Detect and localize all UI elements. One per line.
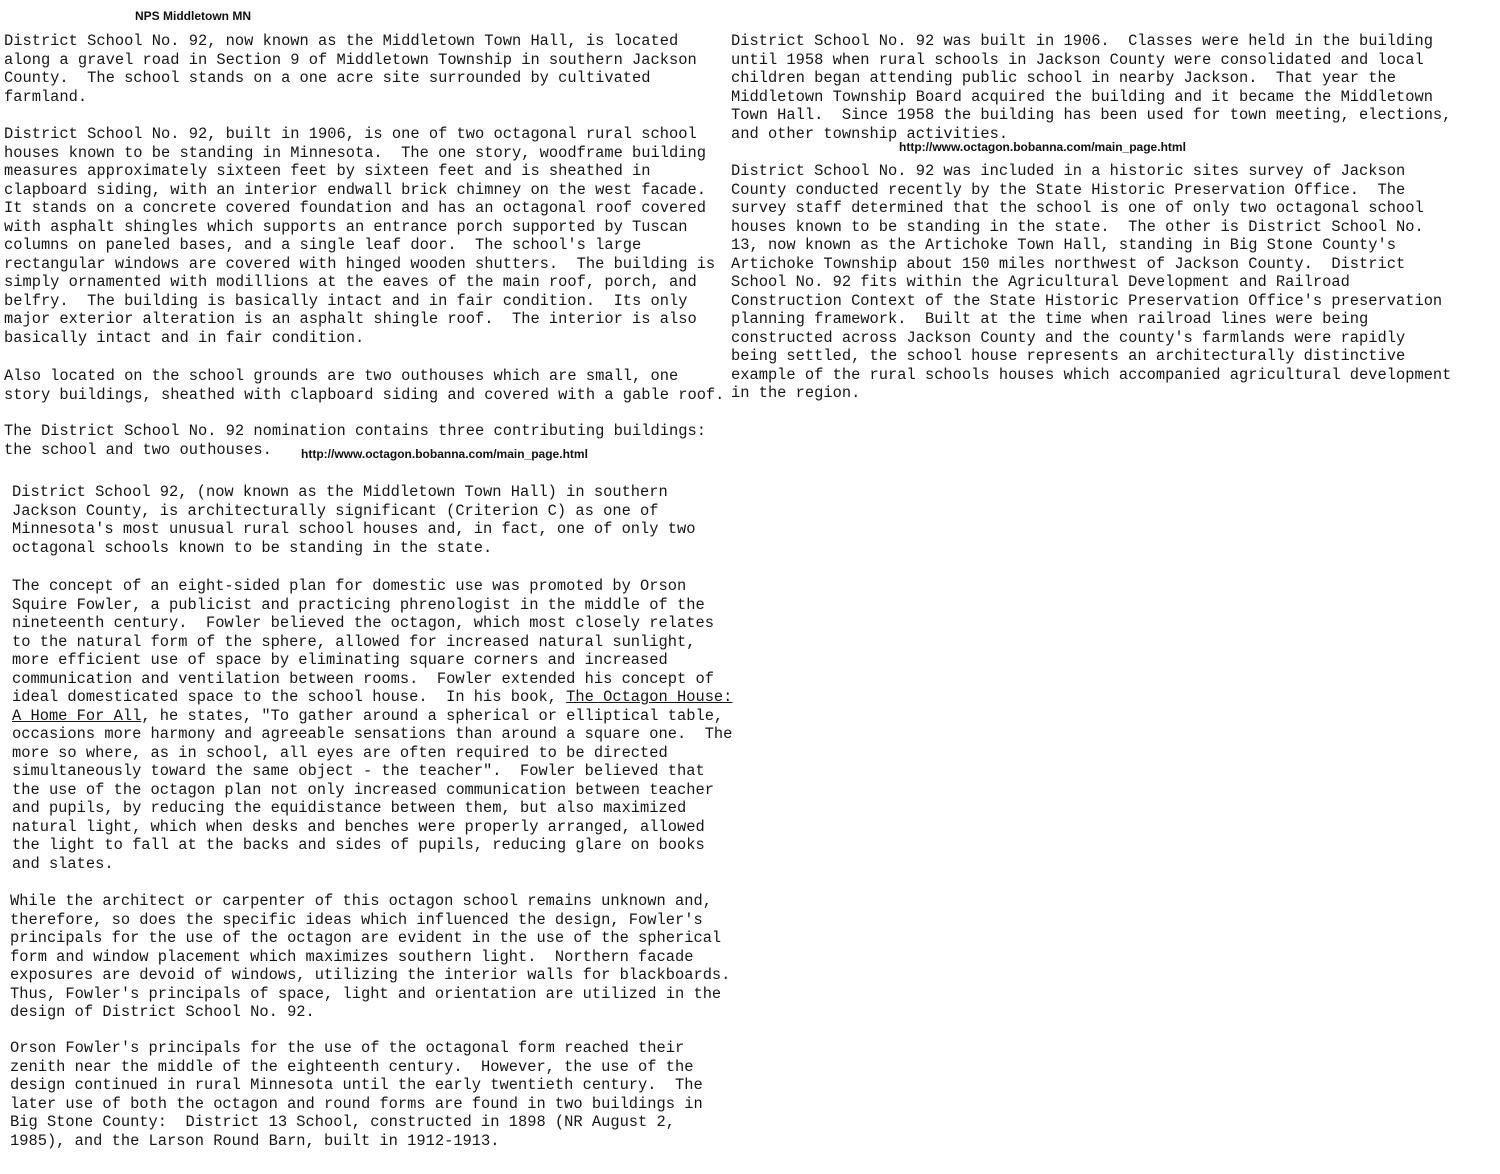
fowler-text-part-1: The concept of an eight-sided plan for domestic use was promoted by Orson Squire Fowler, a publicist and practicing phrenologist in the middle of the nineteenth century. Fowler believed the octagon, which most closely relates to the natural form of the sphere, allowed for increased natural sunlight, more efficient use of space by eliminating square corners and increased communication and ventilation between rooms. Fowler extended his concept of ideal domesticated space to the school house. In his book,	[12, 577, 714, 706]
history-paragraph-survey: District School No. 92 was included in a historic sites survey of Jackson County conducted recently by the State Historic Preservation Office. The survey staff determined that the school is one of only two octagonal school houses known to be standing in the state. The other is District School No. 13, now known as the Artichoke Town Hall, standing in Big Stone County's Artichoke Township about 150 miles northwest of Jackson County. District School No. 92 fits within the Agricultural Development and Railroad Construction Context of the State Historic Preservation Office's preservation planning framework. Built at the time when railroad lines were being constructed across Jackson County and the county's farmlands were rapidly being settled, the school house represents an architecturally distinctive example of the rural schools houses which accompanied agricultural development in the region.	[731, 162, 1452, 402]
fowler-text-part-2: , he states, "To gather around a spherical or elliptical table, occasions more harmony and agreeable sensations than around a square one. The more so where, as in school, all eyes are often required to be directed simultaneously toward the same object - the teacher". Fowler believed that the use of the octagon plan not only increased communication between teacher and pupils, by reducing the equidistance between them, but also maximized natural light, which when desks and benches were properly arranged, allowed the light to fall at the backs and sides of pupils, reducing glare on books and slates.	[12, 706, 733, 873]
significance-paragraph-later-use: Orson Fowler's principals for the use of the octagonal form reached their zenith near the middle of the eighteenth century. However, the use of the design continued in rural Minnesota until the early twentieth century. The later use of both the octagon and round forms are found in two buildings in Big Stone County: District 13 School, constructed in 1898 (NR August 2, 1985), and the Larson Round Barn, built in 1912-1913.	[10, 1039, 703, 1150]
document-header-title: NPS Middletown MN	[135, 9, 251, 23]
history-paragraph-use: District School No. 92 was built in 1906. Classes were held in the building until 1958 when rural schools in Jackson County were consolidated and local children began attending public school in nearby Jackson. That year the Middletown Township Board acquired the building and it became the Middletown Town Hall. Since 1958 the building has been used for town meeting, elections, and other township activities.	[731, 32, 1452, 143]
significance-paragraph-summary: District School 92, (now known as the Middletown Town Hall) in southern Jackson County, is architecturally significant (Criterion C) as one of Minnesota's most unusual rural school houses and, in fact, one of only two octagonal schools known to be standing in the state.	[12, 483, 696, 557]
description-paragraph-building: District School No. 92, built in 1906, is one of two octagonal rural school houses known to be standing in Minnesota. The one story, woodframe building measures approximately sixteen feet by sixteen feet and is sheathed in clapboard siding, with an interior endwall brick chimney on the west facade. It stands on a concrete covered foundation and has an octagonal roof covered with asphalt shingles which supports an entrance porch supported by Tuscan columns on paneled bases, and a single leaf door. The school's large rectangular windows are covered with hinged wooden shutters. The building is simply ornamented with modillions at the eaves of the main roof, porch, and belfry. The building is basically intact and in fair condition. Its only major exterior alteration is an asphalt shingle roof. The interior is also basically intact and in fair condition.	[4, 125, 716, 347]
description-paragraph-location: District School No. 92, now known as the Middletown Town Hall, is located along a gravel road in Section 9 of Middletown Township in southern Jackson County. The school stands on a one acre site surrounded by cultivated farmland.	[4, 32, 697, 106]
significance-paragraph-architect: While the architect or carpenter of this octagon school remains unknown and, therefore, so does the specific ideas which influenced the design, Fowler's principals for the use of the octagon are evident in the use of the spherical form and window placement which maximizes southern light. Northern facade exposures are devoid of windows, utilizing the interior walls for blackboards. Thus, Fowler's principals of space, light and orientation are utilized in the design of District School No. 92.	[10, 892, 731, 1021]
description-paragraph-contributing: The District School No. 92 nomination contains three contributing buildings: the school and two outhouses.	[4, 422, 706, 459]
source-url-left: http://www.octagon.bobanna.com/main_page.html	[301, 447, 588, 461]
book-title-line-2: A Home For All	[12, 706, 142, 725]
significance-paragraph-fowler	[12, 577, 732, 873]
source-url-right: http://www.octagon.bobanna.com/main_page.html	[899, 140, 1186, 154]
description-paragraph-outhouses: Also located on the school grounds are two outhouses which are small, one story buildings, sheathed with clapboard siding and covered with a gable roof.	[4, 367, 725, 404]
book-title-line-1: The Octagon House:	[566, 688, 733, 706]
